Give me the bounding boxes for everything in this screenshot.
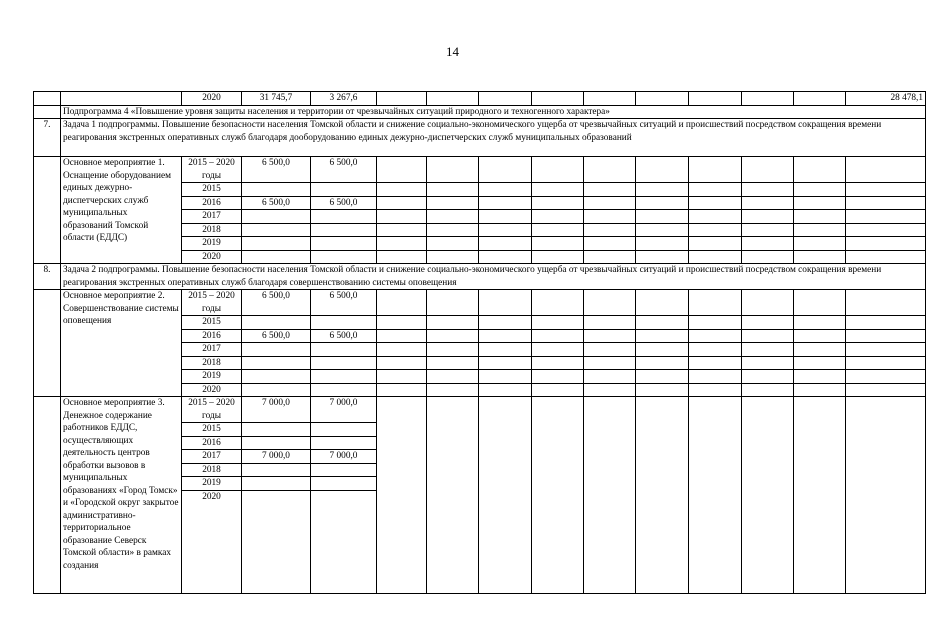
task-row-2 <box>34 264 926 290</box>
col4-cell: 7 000,0 <box>311 397 377 423</box>
total-cell: 7 000,0 <box>242 450 311 464</box>
col4-cell <box>311 463 377 477</box>
total-cell <box>242 383 311 397</box>
year-cell: 2017 <box>182 450 242 464</box>
col4-cell: 6 500,0 <box>311 329 377 343</box>
total-cell <box>242 210 311 224</box>
col4-cell <box>311 370 377 384</box>
measure-name: Основное мероприятие 3. Денежное содержание работников ЕДДС, осуществляющих деятельность центров обработки вызовов в муниципальных образованиях «Город Томск» и «Городской округ закрытое административно-территориальное образование Северск Томской области» в рамках создания <box>61 397 182 594</box>
total-cell <box>242 316 311 330</box>
total-cell <box>242 250 311 264</box>
year-cell: 2016 <box>182 436 242 450</box>
year-cell: 2015 <box>182 423 242 437</box>
total-cell <box>242 463 311 477</box>
year-cell: 2019 <box>182 370 242 384</box>
measure-name: Основное мероприятие 1. Оснащение оборудованием единых дежурно-диспетчерских служб муниципальных образований Томской области (ЕДДС) <box>61 157 182 264</box>
total-cell <box>242 183 311 197</box>
year-cell: 2019 <box>182 477 242 491</box>
year-cell: 2015 – 2020 годы <box>182 290 242 316</box>
budget-table <box>33 91 926 594</box>
total-cell <box>242 237 311 251</box>
year-cell: 2017 <box>182 343 242 357</box>
task-row-1 <box>34 119 926 157</box>
total-cell: 31 745,7 <box>242 92 311 106</box>
subprogram-row <box>34 105 926 119</box>
col4-cell <box>311 250 377 264</box>
task-text: Задача 1 подпрограммы. Повышение безопасности населения Томской области и снижение социально-экономического ущерба от чрезвычайных ситуаций и происшествий посредством сокращения времени реагирования экстренных оперативных служб благодаря дооборудованию единых дежурно-диспетчерских служб муниципальных образований <box>61 119 926 157</box>
year-cell: 2015 <box>182 316 242 330</box>
col4-cell <box>311 383 377 397</box>
total-cell <box>242 477 311 491</box>
measure-name: Основное мероприятие 2. Совершенствование системы оповещения <box>61 290 182 397</box>
year-cell: 2020 <box>182 383 242 397</box>
page-number: 14 <box>446 44 459 59</box>
total-cell <box>242 356 311 370</box>
year-cell: 2018 <box>182 356 242 370</box>
year-cell: 2016 <box>182 329 242 343</box>
year-cell: 2020 <box>182 92 242 106</box>
total-cell: 6 500,0 <box>242 290 311 316</box>
year-cell: 2018 <box>182 223 242 237</box>
col4-cell: 6 500,0 <box>311 196 377 210</box>
task-number: 7. <box>34 119 61 157</box>
year-cell: 2020 <box>182 250 242 264</box>
table-row-carryover <box>34 92 926 106</box>
col4-cell <box>311 477 377 491</box>
total-cell: 6 500,0 <box>242 329 311 343</box>
year-cell: 2018 <box>182 463 242 477</box>
measure-row <box>34 290 926 316</box>
col4-cell <box>311 356 377 370</box>
measure-row <box>34 397 926 423</box>
year-cell: 2017 <box>182 210 242 224</box>
last-cell: 28 478,1 <box>846 92 926 106</box>
subprogram-title: Подпрограмма 4 «Повышение уровня защиты населения и территории от чрезвычайных ситуаций природного и техногенного характера» <box>61 105 926 119</box>
year-cell: 2015 – 2020 годы <box>182 397 242 423</box>
year-cell: 2019 <box>182 237 242 251</box>
task-number: 8. <box>34 264 61 290</box>
year-cell: 2016 <box>182 196 242 210</box>
total-cell <box>242 490 311 593</box>
year-cell: 2015 <box>182 183 242 197</box>
col4-cell <box>311 183 377 197</box>
measure-row <box>34 157 926 183</box>
total-cell <box>242 436 311 450</box>
total-cell <box>242 370 311 384</box>
col4-cell <box>311 210 377 224</box>
col4-cell: 6 500,0 <box>311 290 377 316</box>
col4-cell <box>311 223 377 237</box>
col4-cell <box>311 237 377 251</box>
total-cell: 6 500,0 <box>242 157 311 183</box>
col4-cell <box>311 436 377 450</box>
col4-cell <box>311 490 377 593</box>
total-cell <box>242 343 311 357</box>
col4-cell <box>311 316 377 330</box>
col4-cell: 7 000,0 <box>311 450 377 464</box>
total-cell <box>242 423 311 437</box>
total-cell <box>242 223 311 237</box>
year-cell: 2015 – 2020 годы <box>182 157 242 183</box>
col4-cell: 6 500,0 <box>311 157 377 183</box>
total-cell: 6 500,0 <box>242 196 311 210</box>
task-text: Задача 2 подпрограммы. Повышение безопасности населения Томской области и снижение социально-экономического ущерба от чрезвычайных ситуаций и происшествий посредством сокращения времени реагирования экстренных оперативных служб благодаря совершенствованию системы оповещения <box>61 264 926 290</box>
year-cell: 2020 <box>182 490 242 593</box>
col4-cell <box>311 343 377 357</box>
total-cell: 7 000,0 <box>242 397 311 423</box>
col4-cell <box>311 423 377 437</box>
col4-cell: 3 267,6 <box>311 92 377 106</box>
